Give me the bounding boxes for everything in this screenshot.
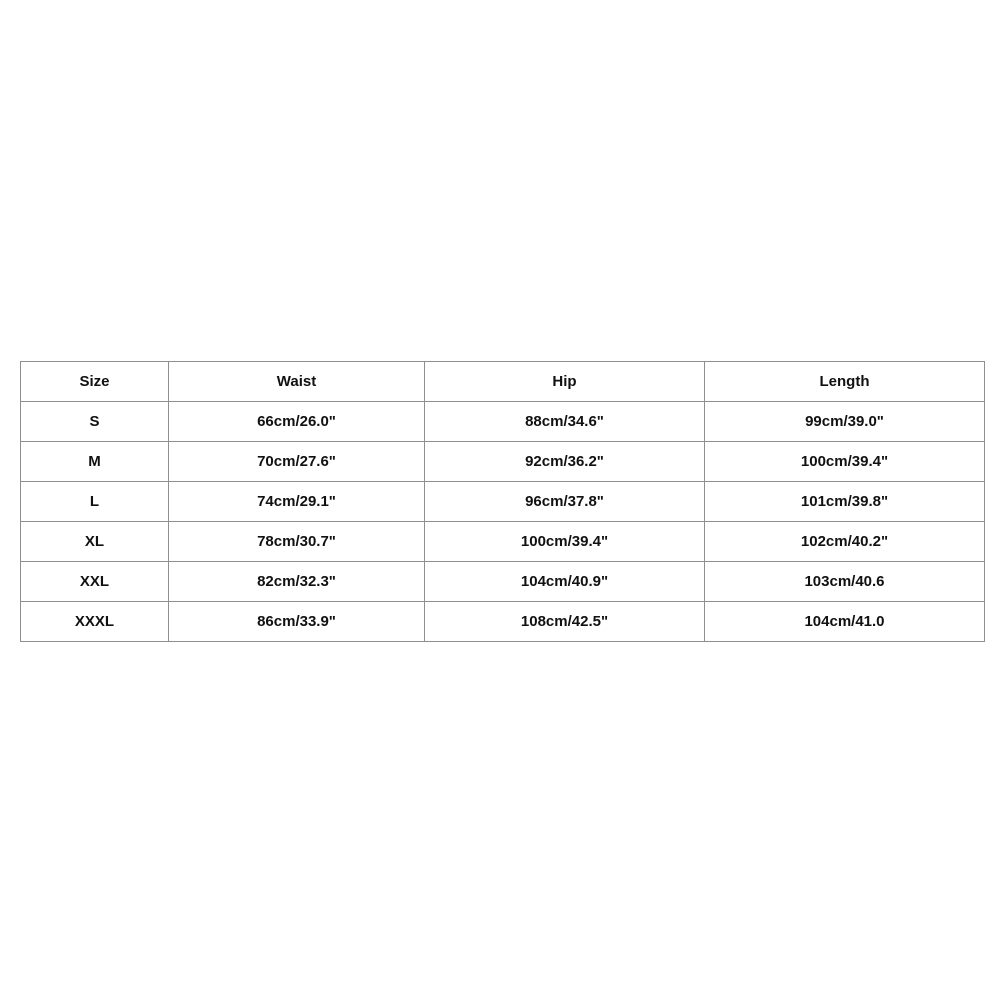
cell-waist: 74cm/29.1" — [169, 482, 425, 522]
cell-length: 102cm/40.2" — [705, 522, 985, 562]
cell-size: L — [21, 482, 169, 522]
table-row — [21, 562, 985, 602]
cell-waist: 66cm/26.0" — [169, 402, 425, 442]
cell-waist: 86cm/33.9" — [169, 602, 425, 642]
cell-hip: 88cm/34.6" — [425, 402, 705, 442]
cell-size: XXXL — [21, 602, 169, 642]
cell-hip: 104cm/40.9" — [425, 562, 705, 602]
table-row — [21, 402, 985, 442]
table-header-row — [21, 362, 985, 402]
cell-size: S — [21, 402, 169, 442]
header-hip: Hip — [425, 362, 705, 402]
cell-hip: 96cm/37.8" — [425, 482, 705, 522]
table-row — [21, 442, 985, 482]
cell-length: 99cm/39.0" — [705, 402, 985, 442]
cell-hip: 100cm/39.4" — [425, 522, 705, 562]
cell-hip: 92cm/36.2" — [425, 442, 705, 482]
table-row — [21, 482, 985, 522]
cell-size: XL — [21, 522, 169, 562]
cell-waist: 70cm/27.6" — [169, 442, 425, 482]
cell-waist: 78cm/30.7" — [169, 522, 425, 562]
table-row — [21, 522, 985, 562]
cell-length: 103cm/40.6 — [705, 562, 985, 602]
header-size: Size — [21, 362, 169, 402]
size-chart-table — [20, 361, 985, 642]
cell-hip: 108cm/42.5" — [425, 602, 705, 642]
cell-size: XXL — [21, 562, 169, 602]
cell-length: 101cm/39.8" — [705, 482, 985, 522]
table-row — [21, 602, 985, 642]
cell-length: 100cm/39.4" — [705, 442, 985, 482]
cell-size: M — [21, 442, 169, 482]
cell-waist: 82cm/32.3" — [169, 562, 425, 602]
header-waist: Waist — [169, 362, 425, 402]
cell-length: 104cm/41.0 — [705, 602, 985, 642]
header-length: Length — [705, 362, 985, 402]
